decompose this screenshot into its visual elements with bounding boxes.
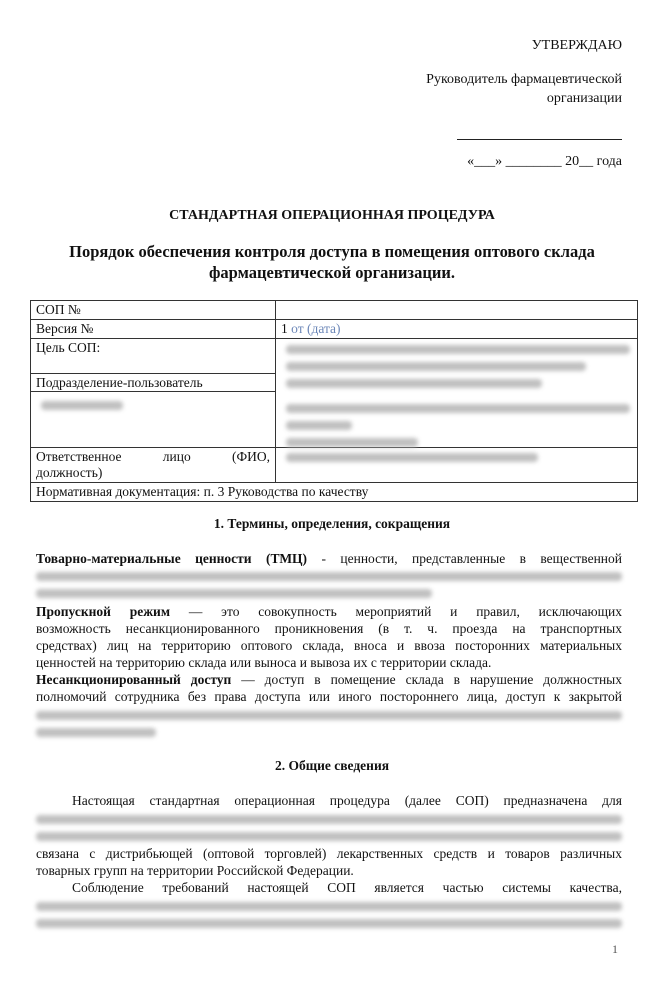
- p1-redacted-1: [36, 815, 622, 824]
- version-date-link[interactable]: от (дата): [291, 321, 341, 336]
- tmc-definition: [36, 550, 622, 568]
- row-normative: [31, 483, 638, 502]
- approval-heading: УТВЕРЖДАЮ: [531, 38, 622, 53]
- sop-number-value: [276, 301, 638, 320]
- goal-divider: [31, 373, 275, 374]
- approval-date-line: «___» ________ 20__ года: [467, 154, 622, 169]
- section1-heading: 1. Термины, определения, сокращения: [213, 516, 451, 531]
- goal-unit-cell: [31, 339, 276, 448]
- responsible-label: [31, 448, 276, 483]
- unit-text-redacted-1: [286, 404, 630, 413]
- unit-label: Подразделение-пользователь: [36, 375, 203, 390]
- doc-title-line1: Порядок обеспечения контроля доступа в помещения оптового склада: [69, 242, 595, 261]
- unauth-definition: [36, 671, 622, 689]
- pass-definition: [36, 603, 622, 621]
- sop-number-label: СОП №: [31, 301, 276, 320]
- goal-text-redacted-2: [286, 362, 586, 371]
- unit-divider: [31, 391, 275, 392]
- unauth-term: Несанкционированный доступ: [36, 672, 232, 687]
- sop-info-table: [30, 300, 638, 502]
- unauth-text-redacted-2: [36, 728, 156, 737]
- unauth-text-redacted-1: [36, 711, 622, 720]
- unit-text-redacted-3: [286, 438, 418, 447]
- p1-line4: связана с дистрибьющей (оптовой торговлей) лекарственных средств и товаров различных: [36, 846, 622, 861]
- version-value: [276, 320, 638, 339]
- p1-line5: товарных групп на территории Российской Федерации.: [36, 863, 354, 878]
- pass-term: Пропускной режим: [36, 604, 171, 619]
- p2-line1: Соблюдение требований настоящей СОП является частью системы качества,: [72, 880, 622, 895]
- goal-text-redacted-3: [286, 379, 542, 388]
- tmc-text-redacted-2: [36, 589, 432, 598]
- doc-type: СТАНДАРТНАЯ ОПЕРАЦИОННАЯ ПРОЦЕДУРА: [169, 208, 495, 223]
- unauth-line2: полномочий сотрудника без права доступа или иного постороннего лица, доступ к закрытой: [36, 689, 622, 704]
- goal-unit-value-cell: [276, 339, 638, 448]
- row-version: [31, 320, 638, 339]
- responsible-value: [276, 448, 638, 483]
- unit-text-redacted-2: [286, 421, 352, 430]
- row-responsible: [31, 448, 638, 483]
- responsible-word-3: (ФИО,: [231, 449, 270, 464]
- tmc-text-redacted-1: [36, 572, 622, 581]
- tmc-term: Товарно-материальные ценности (ТМЦ): [36, 551, 308, 566]
- row-goal-unit: [31, 339, 638, 448]
- p2-redacted-1: [36, 902, 622, 911]
- pass-line2: возможность несанкционированного проникновения (в т. ч. проезда на транспортных: [36, 621, 622, 636]
- version-label: Версия №: [31, 320, 276, 339]
- page-number: 1: [612, 942, 618, 956]
- doc-title-line2: фармацевтической организации.: [209, 263, 455, 282]
- p1-line1: Настоящая стандартная операционная процедура (далее СОП) предназначена для: [72, 793, 622, 808]
- row-sop-number: [31, 301, 638, 320]
- approval-role-line1: Руководитель фармацевтической: [426, 72, 622, 87]
- goal-label: Цель СОП:: [36, 340, 101, 355]
- unit-value-redacted: [41, 401, 123, 410]
- unauth-text: — доступ в помещение склада в нарушение должностных: [241, 672, 623, 687]
- normative-docs: Нормативная документация: п. 3 Руководства по качеству: [31, 483, 638, 502]
- signature-line: [457, 139, 622, 140]
- goal-text-redacted-1: [286, 345, 630, 354]
- section2-heading: 2. Общие сведения: [274, 758, 390, 773]
- p2-redacted-2: [36, 919, 622, 928]
- responsible-label-line2: должность): [36, 465, 103, 480]
- p1-redacted-2: [36, 832, 622, 841]
- responsible-label-line1: [36, 449, 270, 465]
- pass-line3: средствах) лиц на территорию оптового склада, вноса и ввоза посторонних материальных: [36, 638, 622, 653]
- pass-text: — это совокупность мероприятий и правил, исключающих: [188, 604, 623, 619]
- approval-role-line2: организации: [546, 91, 622, 106]
- responsible-word-1: Ответственное: [36, 449, 122, 464]
- pass-line4: ценностей на территорию склада или выноса и вывоза их с территории склада.: [36, 655, 492, 670]
- tmc-text: - ценности, представленные в вещественной: [321, 551, 623, 566]
- version-number: 1: [281, 321, 288, 336]
- responsible-word-2: лицо: [162, 449, 191, 464]
- responsible-value-redacted: [286, 453, 538, 462]
